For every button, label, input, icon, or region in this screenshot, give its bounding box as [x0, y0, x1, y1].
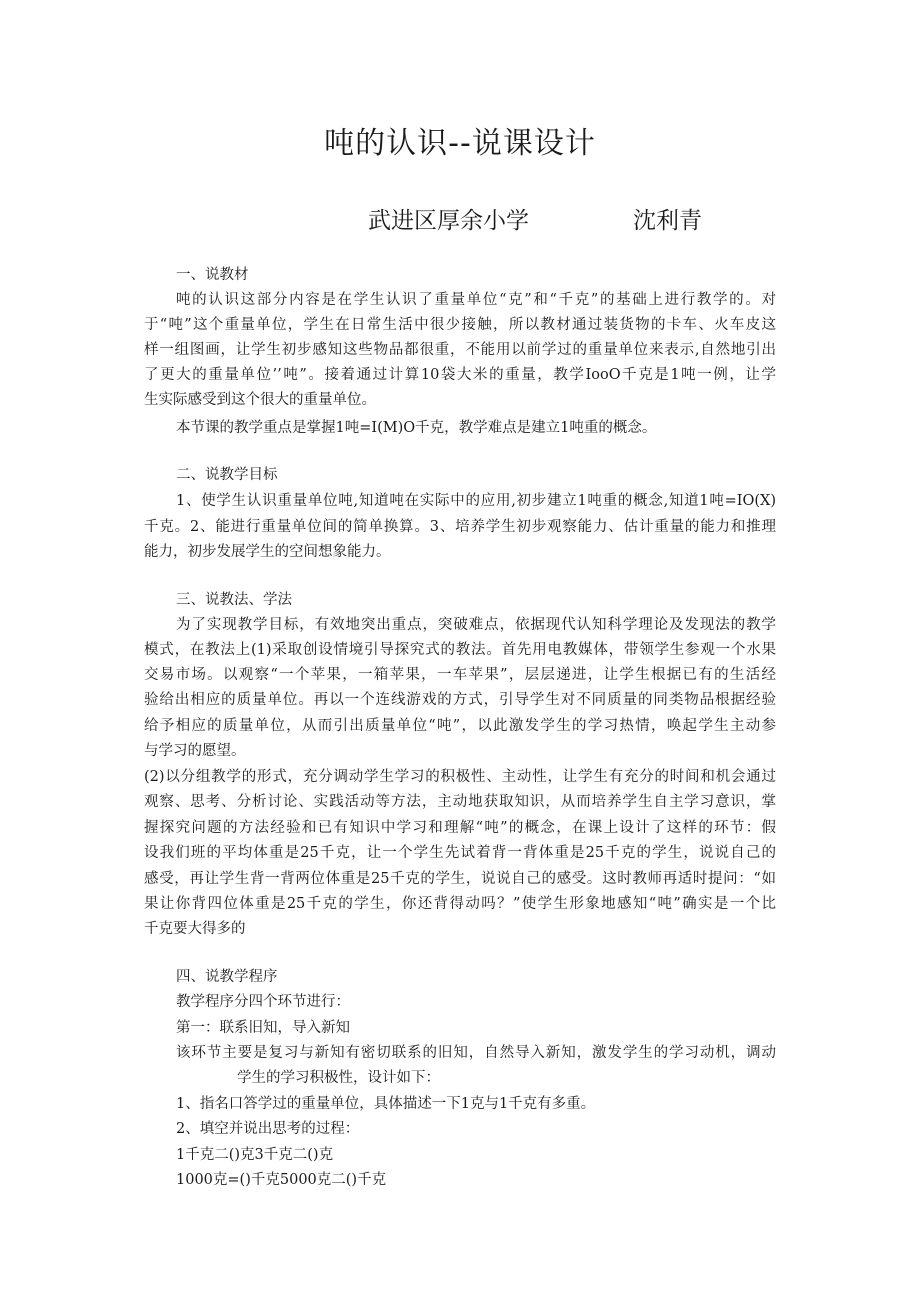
- page-title: 吨的认识--说课设计: [324, 126, 596, 161]
- paragraph-line: 交易市场。以观察“一个苹果，一箱苹果，一车苹果”，层层递进，让学生根据已有的生活经: [144, 667, 776, 683]
- school-name: 武进区厚余小学: [368, 208, 529, 234]
- paragraph-line: (2)以分组教学的形式，充分调动学生学习的积极性、主动性，让学生有充分的时间和机会通过: [144, 769, 776, 785]
- paragraph-line: 与学习的愿望。: [144, 743, 246, 759]
- paragraph-line: 1、指名口答学过的重量单位，具体描述一下1克与1千克有多重。: [176, 1096, 596, 1112]
- paragraph-line: 果让你背四位体重是25千克的学生，你还背得动吗？”使学生形象地感知“吨”确实是一个比: [144, 896, 776, 912]
- paragraph-line: 1千克二()克3千克二()克: [176, 1147, 334, 1163]
- paragraph-line: 样一组图画，让学生初步感知这些物品都很重，不能用以前学过的重量单位来表示,自然地引出: [144, 342, 776, 358]
- paragraph-line: 2、填空并说出思考的过程：: [176, 1121, 360, 1137]
- paragraph-line: 该环节主要是复习与新知有密切联系的旧知，自然导入新知，激发学生的学习动机，调动: [176, 1045, 776, 1061]
- paragraph-line: 模式，在教法上(1)采取创设情境引导探究式的教法。首先用电教媒体，带领学生参观一个水果: [144, 642, 776, 658]
- paragraph-line: 感受，再让学生背一背两位体重是25千克的学生，说说自己的感受。这时教师再适时提问：“如: [144, 871, 776, 887]
- paragraph-line: 能力，初步发展学生的空间想象能力。: [144, 544, 391, 560]
- paragraph-line: 千克。2、能进行重量单位间的简单换算。3、培养学生初步观察能力、估计重量的能力和推理: [144, 519, 776, 535]
- section-heading: 一、说教材: [176, 267, 249, 283]
- paragraph-line: 教学程序分四个环节进行：: [176, 994, 350, 1010]
- paragraph-line: 于“吨”这个重量单位，学生在日常生活中很少接触，所以教材通过装货物的卡车、火车皮这: [144, 317, 776, 333]
- paragraph-line: 了更大的重量单位’’吨”。接着通过计算10袋大米的重量，教学IooO千克是1吨一例，让学: [144, 367, 776, 383]
- paragraph-line: 握探究问题的方法经验和已有知识中学习和理解“吨”的概念，在课上设计了这样的环节：假: [144, 820, 776, 836]
- paragraph-line: 1000克=()千克5000克二()千克: [176, 1172, 387, 1188]
- paragraph-line: 生实际感受到这个很大的重量单位。: [144, 392, 376, 408]
- paragraph-line: 学生的学习积极性，设计如下：: [237, 1070, 440, 1086]
- paragraph-line: 1、使学生认识重量单位吨,知道吨在实际中的应用,初步建立1吨重的概念,知道1吨=IO(X): [176, 493, 776, 509]
- paragraph-line: 验给出相应的质量单位。再以一个连线游戏的方式，引导学生对不同质量的同类物品根据经验: [144, 692, 776, 708]
- author-name: 沈利青: [633, 208, 702, 234]
- paragraph-line: 设我们班的平均体重是25千克，让一个学生先试着背一背体重是25千克的学生，说说自己的: [144, 845, 776, 861]
- section-heading: 四、说教学程序: [176, 969, 278, 985]
- paragraph-line: 本节课的教学重点是掌握1吨=I(M)O千克，教学难点是建立1吨重的概念。: [176, 420, 657, 436]
- paragraph-line: 为了实现教学目标，有效地突出重点，突破难点，依据现代认知科学理论及发现法的教学: [176, 617, 776, 633]
- section-heading: 三、说教法、学法: [176, 592, 292, 608]
- paragraph-line: 吨的认识这部分内容是在学生认识了重量单位“克”和“千克”的基础上进行教学的。对: [176, 292, 776, 308]
- paragraph-line: 千克要大得多的: [144, 921, 246, 937]
- paragraph-line: 给予相应的质量单位，从而引出质量单位“吨”，以此激发学生的学习热情，唤起学生主动参: [144, 718, 776, 734]
- section-heading: 二、说教学目标: [176, 467, 278, 483]
- paragraph-line: 观察、思考、分析讨论、实践活动等方法，主动地获取知识，从而培养学生自主学习意识，掌: [144, 794, 776, 810]
- paragraph-line: 第一：联系旧知，导入新知: [176, 1020, 350, 1036]
